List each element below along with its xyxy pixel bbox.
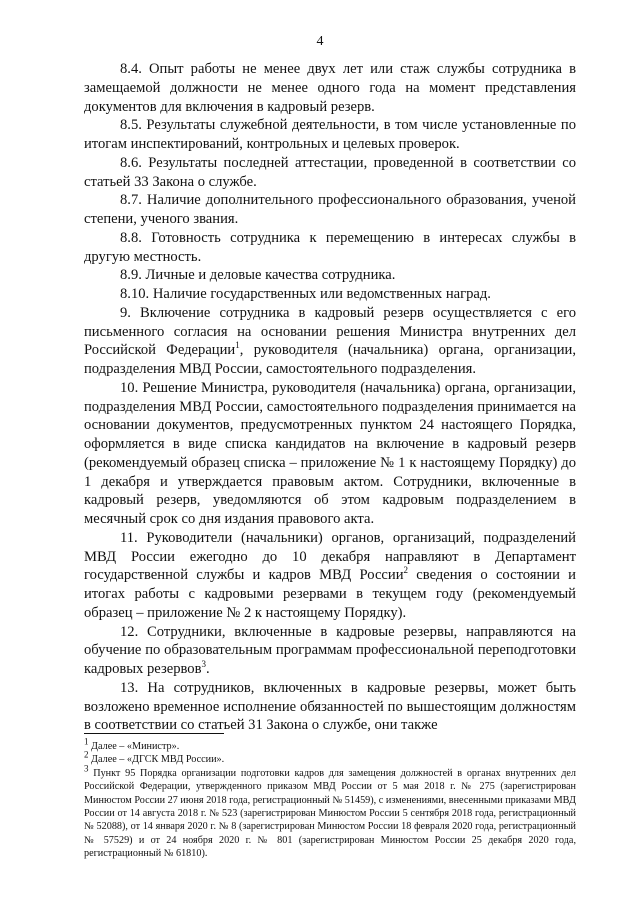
paragraph-12 — [84, 623, 576, 679]
footnote-ref-1: 1 — [235, 340, 240, 351]
document-body — [84, 60, 576, 735]
footnote-1-text: Далее – «Министр». — [88, 741, 180, 752]
paragraph-8-8: 8.8. Готовность сотрудника к перемещению в интересах службы в другую местность. — [84, 229, 576, 265]
paragraph-11-text-end: сведения о состоянии и итогах работы с кадровыми резервами в текущем году (рекомендуемый образец – приложение № 2 к настоящему Порядку). — [84, 567, 576, 621]
page-number: 4 — [316, 34, 324, 49]
footnote-divider — [84, 733, 224, 734]
footnote-3 — [84, 763, 576, 861]
footnote-2-text: Далее – «ДГСК МВД России». — [88, 754, 225, 766]
footnote-2-mark: 2 — [84, 750, 89, 761]
paragraph-8-9: 8.9. Личные и деловые качества сотрудника. — [120, 267, 396, 284]
footnote-3-text: Пункт 95 Порядка организации подготовки кадров для замещения должностей в органах внутренних дел Российской Федерации, утвержденного приказом МВД России от 5 мая 2018 г. № 275 (зарегистрирован Минюстом России 27 июня 2018 года, регистрационный № 51459), с изменениями, внесенными приказами МВД России от 14 августа 2018 г. № 523 (зарегистрирован Минюстом России 5 сентября 2018 года, регистрационный № 52088), от 14 января 2020 г. № 8 (зарегистрирован Минюстом России 18 февраля 2020 года, регистрационный № 57529) и от 24 ноября 2020 г. № 801 (зарегистрирован Минюстом России 25 декабря 2020 года, регистрационный № 61810). — [84, 767, 576, 860]
footnote-1-mark: 1 — [84, 736, 89, 747]
footnote-ref-3: 3 — [201, 659, 206, 670]
paragraph-9-text-end: , руководителя (начальника) органа, организации, подразделения МВД России, самостоятельного подразделения. — [84, 342, 576, 377]
footnote-ref-2: 2 — [403, 565, 409, 576]
paragraph-10: 10. Решение Министра, руководителя (начальника) органа, организации, подразделения МВД России, самостоятельного подразделения принимается на основании документов, предусмотренных пунктом 24 настоящего Порядка, оформляется в виде списка кандидатов на включение в кадровый резерв (рекомендуемый образец списка – приложение № 1 к настоящему Порядку) до 1 декабря и утверждается правовым актом. Сотрудники, включенные в кадровый резерв, уведомляются об этом кадровым подразделением в месячный срок со дня издания правового акта. — [84, 379, 576, 527]
paragraph-13: 13. На сотрудников, включенных в кадровые резервы, может быть возложено временное исполнение обязанностей по вышестоящим должностям в соответствии со статьей 31 Закона о службе, они также — [84, 679, 576, 734]
paragraph-8-7: 8.7. Наличие дополнительного профессионального образования, ученой степени, ученого звания. — [84, 192, 576, 227]
paragraph-12-text: 12. Сотрудники, включенные в кадровые резервы, направляются на обучение по образовательным программам профессиональной переподготовки кадровых резервов — [84, 623, 576, 677]
footnotes — [84, 736, 576, 861]
paragraph-8-6: 8.6. Результаты последней аттестации, проведенной в соответствии со статьей 33 Закона о службе. — [84, 154, 576, 190]
footnote-1 — [84, 736, 576, 753]
paragraph-8-10: 8.10. Наличие государственных или ведомственных наград. — [120, 286, 491, 302]
paragraph-12-text-end: . — [205, 661, 210, 677]
footnote-3-mark: 3 — [84, 763, 89, 774]
paragraph-11 — [84, 529, 576, 623]
paragraph-9 — [84, 304, 576, 379]
paragraph-8-5: 8.5. Результаты служебной деятельности, в том числе установленные по итогам инспектирований, контрольных и целевых проверок. — [84, 117, 576, 152]
paragraph-8-4: 8.4. Опыт работы не менее двух лет или стаж службы сотрудника в замещаемой должности не менее одного года на момент представления документов для включения в кадровый резерв. — [84, 61, 576, 115]
footnote-2 — [84, 750, 576, 766]
paragraph-11-text: 11. Руководители (начальники) органов, организаций, подразделений МВД России ежегодно до 10 декабря направляют в Департамент государственной службы и кадров МВД России — [84, 529, 576, 584]
paragraph-9-text: 9. Включение сотрудника в кадровый резерв осуществляется с его письменного согласия на основании решения Министра внутренних дел Российской Федерации — [84, 304, 576, 359]
